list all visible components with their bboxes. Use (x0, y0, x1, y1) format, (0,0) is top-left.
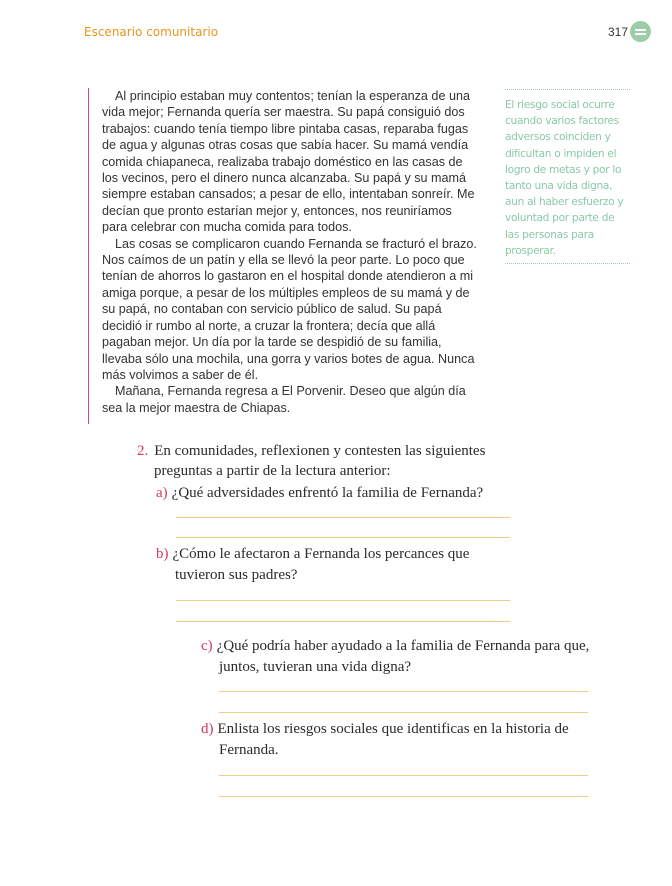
reading-paragraph (89, 383, 479, 416)
reading-paragraph (89, 88, 479, 236)
question-letter: b) (156, 546, 169, 562)
reading-passage (88, 88, 479, 424)
question-c (201, 636, 589, 678)
question-text: ¿Qué podría haber ayudado a la familia de Fernanda para que, (216, 638, 590, 654)
question-text: Enlista los riesgos sociales que identificas en la historia de (217, 721, 569, 737)
answer-line[interactable] (176, 600, 510, 601)
book-icon (630, 21, 651, 42)
answer-line[interactable] (176, 517, 510, 518)
question-a (156, 483, 483, 504)
answer-line[interactable] (219, 712, 588, 713)
question-text: tuvieron sus padres? (175, 567, 298, 583)
reading-paragraph-text: Mañana, Fernanda regresa a El Porvenir. Deseo que algún día sea la mejor maestra de Chiapas. (102, 384, 466, 415)
answer-line[interactable] (176, 621, 510, 622)
question-b (156, 544, 469, 586)
question-text: Fernanda. (219, 742, 279, 758)
question-d (201, 719, 569, 761)
activity-instructions (137, 441, 517, 481)
sidenote-text: El riesgo social ocurre cuando varios factores adversos coinciden y dificultan o impiden el logro de metas y por lo tanto una vida digna, aun al haber esfuerzo y voluntad por parte de las personas para prosperar. (505, 99, 624, 257)
activity-number: 2. (137, 443, 149, 459)
activity-intro-line: En comunidades, reflexionen y contesten las siguientes (154, 443, 486, 459)
answer-line[interactable] (219, 796, 588, 797)
question-letter: c) (201, 638, 213, 654)
glossary-sidenote (505, 89, 630, 264)
reading-paragraph-text: Al principio estaban muy contentos; tenían la esperanza de una vida mejor; Fernanda quería ser maestra. Su papá consiguió dos trabajos: cuando tenía tiempo libre pintaba casas, reparaba fugas de agua y algunas otras cosas que sabía hacer. Su mamá vendía comida chiapaneca, realizaba trabajo doméstico en las casas de los vecinos, pero el dinero nunca alcanzaba. Su papá y su mamá siempre estaban cansados; a pesar de ello, intentaban sonreír. Me decían que pronto estarían mejor y, entonces, nos reuniríamos para celebrar con mucha comida para todos. (102, 89, 475, 235)
question-letter: d) (201, 721, 214, 737)
question-text: ¿Qué adversidades enfrentó la familia de Fernanda? (171, 485, 484, 501)
activity-intro-line: preguntas a partir de la lectura anterior: (154, 463, 391, 479)
question-text: ¿Cómo le afectaron a Fernanda los percances que (172, 546, 470, 562)
reading-paragraph (89, 236, 479, 384)
reading-paragraph-text: Las cosas se complicaron cuando Fernanda se fracturó el brazo. Nos caímos de un patín y ella se llevó la peor parte. Lo poco que tenían de ahorros lo gastaron en el hospital donde atendieron a mi amiga porque, a pesar de los múltiples empleos de su mamá y de su papá, no contaban con servicio público de salud. Su papá decidió ir rumbo al norte, a cruzar la frontera; decía que allá pagaban mejor. Un día por la tarde se despidió de su familia, llevaba sólo una mochila, una gorra y varios botes de agua. Nunca más volvimos a saber de él. (102, 236, 477, 382)
answer-line[interactable] (176, 537, 510, 538)
question-letter: a) (156, 485, 168, 501)
answer-line[interactable] (219, 691, 588, 692)
page-number: 317 (608, 25, 629, 39)
section-title: Escenario comunitario (84, 25, 219, 39)
answer-line[interactable] (219, 775, 588, 776)
question-text: juntos, tuvieran una vida digna? (219, 659, 412, 675)
